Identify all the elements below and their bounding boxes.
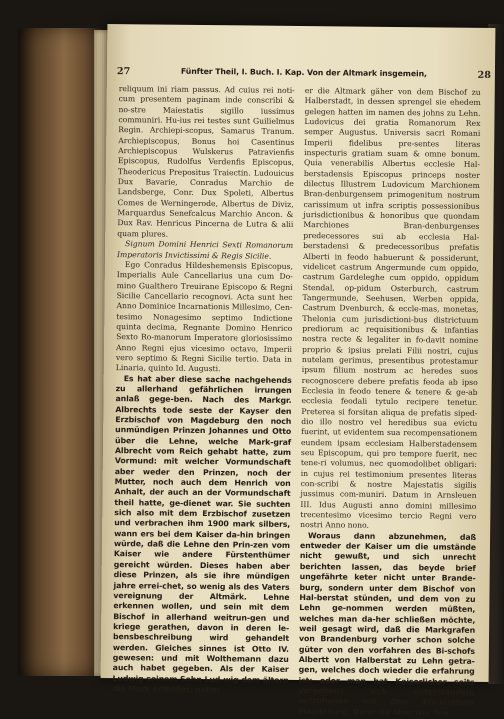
right-paragraph-german: Woraus dann abzunehmen, daß entweder der Kaiser um die umstände nicht gewußt, und sich unrecht berichten lassen, das beyde brief ungefährte keter nicht unter Brande-burg, sondern unter dem Bischof von Hal-berstat stünden, und dem von zu Lehn ge-nommen werden müßten, welches man da-her schließen möchte, weil gesagt wird, daß die Markgrafen von Brandenburg vorher schon solche güter von den vorfahren des Bi-schofs Albertt von Halberstat zu Lehn getra-gen, welches doch wieder die erfahrung ist: oder man hat Kaiserlicher seits vergebens sich unterstanden, aufzuheben mit dem Erz-bisthum Magdeburg. Denn sie aber wie ihm — [298, 530, 477, 718]
running-head-title: Fünfter Theil, I. Buch. I. Kap. Von der Altmark insgemein, — [180, 66, 427, 79]
page-number-left: 27 — [116, 66, 131, 78]
book-page — [101, 24, 496, 718]
left-paragraph-signum: Signum Domini Henrici Sexti Romanorum Imperatoris Invictissimi & Regis Sicilie. — [116, 239, 294, 261]
left-paragraph-charter: reliquum ini riam passus. Ad cuius rei noti-cum presentem paginam inde conscribi & no-stre Maiestatis sigillo iussimus communiri. Hu-ius rei testes sunt Guilielmus Regin. Archiepi-scopus, Samarus Tranum. Archiepiscopus, Bonus hoi Casentinus Archiepiscopus Wulskerus Patravienfis Episcopus, Rudolfus Verdenfis Episcopus, Theodericus Prepositus Traiectin. Ludouicus Dux Bavarie, Conradus Marchio de Landsberge, Conr. Dux Spoleti, Albertus Comes de Werningerode, Albertus de Diviz, Marquardus Senefcalcus Marchio Ancon. & Dux Rav. Henricus Pincerna de Lutra & alii quam plures. — [117, 84, 295, 239]
left-paragraph-german: Es hat aber diese sache nachgehends zu allerhand gefährlichen irrungen anlaß gege-ben. Nach des Markgr. Albrechts tode seste der Kayser den Erzbischof von Magdeburg den noch unmündigen Prinzen Johannes und Otto über die Lehne, welche Mark-graf Albrecht vom Reich gehabt hatte, zum Vormund: mit welcher Vormundschaft aber weder den Prinzen, noch der Mutter, noch auch dem Henrich von Anhalt, der auch an der Vormundschaft theil hatte, ge-dienet war. Sie suchten sich also mit dem Erzbischof zusetzen und verbrachen ihm 1900 mark silbers, wann ers bei dem Kaiser da-hin bringen würde, daß die Lehne den Prin-zen vom Kaiser wie andere Fürstenthümer gereicht würden. Dieses haben aber diese Prinzen, als sie ihre mündigen jahre errei-chet, so wenig als des Vaters vereignung der Altmärk. Lehne erkennen wollen, und sein mit dem Bischof in allerhand weitrun-gen und kriege gerathen, davon in deren le-bensbeschreibung wird gehandelt werden. Gleiches sinnes ist Otto IV. gewesen: und mit Wolthemann dazu auch habet gegeben. Als der Kaiser Ludwig seinem Sohn Lud-wig dem ältern die Mark ertheilet, nahm — [112, 373, 292, 695]
right-column — [298, 86, 481, 718]
running-head — [117, 66, 491, 86]
left-column — [112, 84, 295, 695]
left-paragraph-recognovi: Ego Conradus Hildeshemensis Episcopus, Imperialis Aule Cancellarius una cum Do-mino Gualthero Treuirane Episcopo & Regni Sicilie Cancellario recognovi. Acta sunt hec Anno Dominice Incarnationis Millesimo, Cen-tesimo Nonagesimo septimo Indictione quinta decima, Regnante Domino Henrico Sexto Ro-manorum Imperatore gloriosissimo Anno Regni ejus vicesimo octavo, Imperii vero septimo & Regni Sicilie tertio. Data in Linaria, quinto Id. Augusti. — [115, 260, 293, 374]
page-number-right: 28 — [477, 69, 491, 82]
right-paragraph-charter: er die Altmark gäher von dem Bischof zu Halberstadt, in dessen sprengel sie ehedem gelegen hatten im namen des johns zu Lehn. Ludovicus dei gratia Romanorum Rex semper Augustus. Universis sacri Romani Imperii fidelibus pre-sentes literas inspecturis gratiam suam & omne bonum. Quia venerabilis Albertus ecclesie Hal-berstadensis Episcopus princeps noster dilectus Illustrem Ludovicum Marchionem Bran-denburgensem primogenitum nostrum carissimum ut infra scriptis possessionibus jurisdictionibus & honoribus que quondam Marchiones Bran-denburgenses predecessores sui ab ecclesia Hal-berstadensi & predecessoribus prefatis Alberti in feodo habuerunt & possiderunt, videlicet castrum Angermunde cum oppido, castrum Gardeleghe cum oppido, oppidum Stendal, op-pidum Osterburch, castrum Tangermunde, Seehusen, Werben oppida, Castrum Dvenburch, & eccle-mas, monetas, Thelonia cum jurisdictioni-bus districtuum prediorum ac requisitionibus & infantias nostra recte & legaliter in fo-davit nomine proprio & ipsius prelati Filii nostri, cujus nutelam gerimus, presentibus protestamur ipsum filium nostrum ac heredes suos recognoscere debere prefatis feoda ab ipso Ecclesia in feodo tenere & tenere & ge-ab ecclesia feodali tytulo recipere tenetur. Preterea si forsitan aliqua de prefatis siped-dio illo nostro vel heredibus sua evictu fuerint, ut evidentem sua recompensationem eundem ipsam ecclesiam Halberstadensem seu Episcopum, qui pro tempore fuerit, nec tene-ri volumus, nec quomodolibet obligari: in cujus rei testimonium presentes literas con-scribi & nostre Majestatis sigilis jussimus com-muniri. Datum in Arnsleuen III. Idus Augusti anno domini millesimo trecentesimo vicesimo tercio Regni vero nostri Anno nono. — [300, 86, 481, 531]
book-spine — [18, 28, 102, 676]
